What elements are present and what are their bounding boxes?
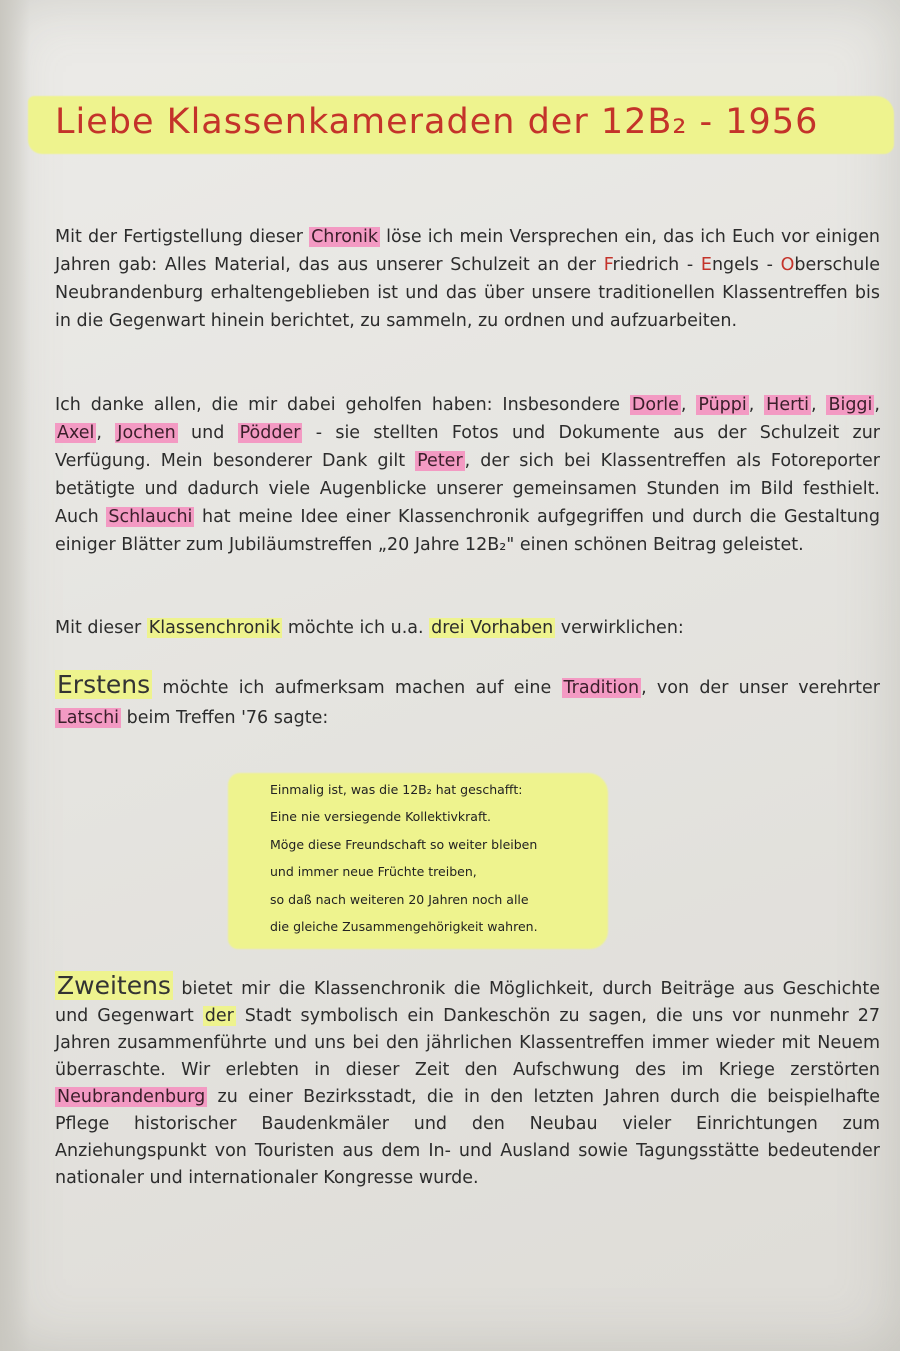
poem-line: die gleiche Zusammengehörigkeit wahren.	[270, 919, 538, 935]
name-axel: Axel	[57, 423, 95, 443]
paragraph-thanks: Ich danke allen, die mir dabei geholfen haben: Insbesondere Dorle , Püppi , Herti , Biggi , Axel , Jochen und Pödder - sie stellten Fotos und Dokumente aus der Schulzeit zur Verfügung. Mein besonderer Dank gilt Peter , der sich bei Klassentreffen als Fotoreporter betätigte und dadurch viele Augenblicke unserer gemeinsamen Stunden im Bild festhielt. Auch Schlauchi hat meine Idee einer Klassenchronik aufgegriffen und durch die Gestaltung einiger Blätter zum Jubiläumstreffen „20 Jahre 12B₂" einen schönen Beitrag geleistet.	[55, 395, 880, 555]
heading-zweitens: Zweitens	[57, 971, 171, 1000]
paragraph-intro: Mit der Fertigstellung dieser Chronik löse ich mein Versprechen ein, das ich Euch vor einigen Jahren gab: Alles Material, das aus unserer Schulzeit an der Friedrich - Engels - Oberschule Neubrandenburg erhaltengeblieben ist und das über unsere traditionellen Klassentreffen bis in die Gegenwart hinein berichtet, zu sammeln, zu ordnen und aufzuarbeiten.	[55, 227, 880, 331]
poem-line: Einmalig ist, was die 12B₂ hat geschafft:	[270, 782, 523, 797]
highlight-tradition: Tradition	[563, 678, 640, 698]
highlight-der: der	[204, 1006, 234, 1026]
name-biggi: Biggi	[828, 395, 873, 415]
paragraph-plans: Mit dieser Klassenchronik möchte ich u.a. drei Vorhaben verwirklichen:	[55, 618, 684, 638]
poem-line: Möge diese Freundschaft so weiter bleiben	[270, 836, 538, 852]
name-puppi: Püppi	[698, 395, 747, 415]
name-dorle: Dorle	[631, 395, 679, 415]
binding-edge-shadow	[0, 0, 30, 1351]
poem-line: so daß nach weiteren 20 Jahren noch alle	[270, 891, 529, 907]
poem-line: und immer neue Früchte treiben,	[270, 864, 477, 880]
name-herti: Herti	[766, 395, 810, 415]
poem-quote	[270, 776, 600, 940]
name-latschi: Latschi	[57, 708, 120, 728]
name-podder: Pödder	[239, 423, 301, 443]
paragraph-zweitens: Zweitens bietet mir die Klassenchronik die Möglichkeit, durch Beiträge aus Geschichte und Gegenwart der Stadt symbolisch ein Dankeschön zu sagen, die uns vor nunmehr 27 Jahren zusammenführte und uns bei den jährlichen Klassentreffen immer wieder mit Neuem überraschte. Wir erlebten in dieser Zeit den Aufschwung des im Kriege zerstörten Neubrandenburg zu einer Bezirksstadt, die in den letzten Jahren durch die beispielhafte Pflege historischer Baudenkmäler und den Neubau vieler Einrichtungen zum Anziehungspunkt von Touristen aus dem In- und Ausland sowie Tagungsstätte bedeutender nationaler und internationaler Kongresse wurde.	[55, 971, 880, 1188]
highlight-chronik: Chronik	[311, 227, 378, 247]
heading-erstens: Erstens	[57, 670, 151, 699]
name-jochen: Jochen	[117, 423, 176, 443]
poem-line: Eine nie versiegende Kollektivkraft.	[270, 809, 492, 825]
name-peter: Peter	[417, 451, 463, 471]
paragraph-erstens: Erstens möchte ich aufmerksam machen auf eine Tradition , von der unser verehrter Latschi beim Treffen '76 sagte:	[57, 670, 881, 728]
page-title: Liebe Klassenkameraden der 12B₂ - 1956	[55, 102, 819, 142]
name-schlauchi: Schlauchi	[108, 507, 193, 527]
highlight-drei-vorhaben: drei Vorhaben	[431, 618, 554, 638]
highlight-neubrandenburg: Neubrandenburg	[57, 1087, 206, 1107]
highlight-klassenchronik: Klassenchronik	[148, 618, 281, 638]
